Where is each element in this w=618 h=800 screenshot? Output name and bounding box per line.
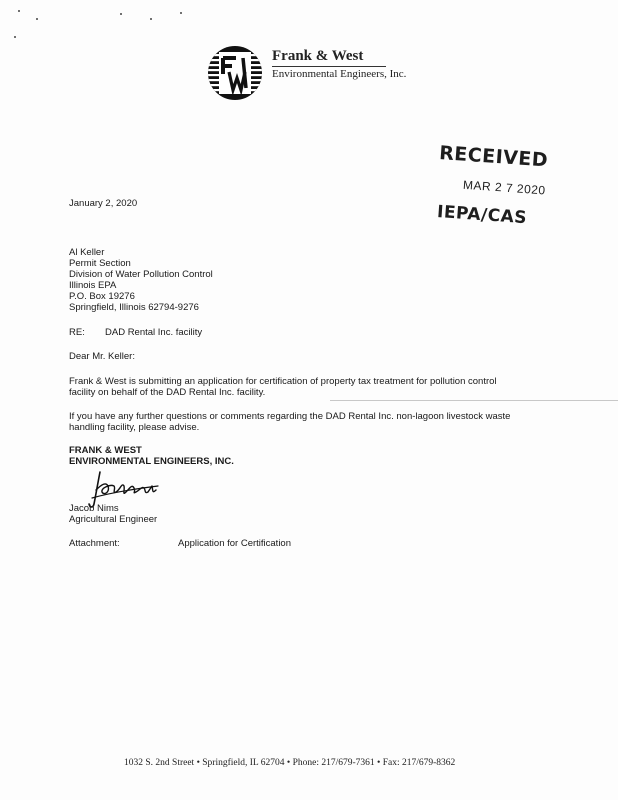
company-name-rule [272,66,386,67]
attachment-value: Application for Certification [178,538,291,549]
closing-company-line-2: ENVIRONMENTAL ENGINEERS, INC. [69,456,234,467]
footer-address: 1032 S. 2nd Street • Springfield, IL 62704 • Phone: 217/679-7361 • Fax: 217/679-8362 [124,758,456,768]
letter-date: January 2, 2020 [69,198,138,209]
recipient-po-box: P.O. Box 19276 [69,291,135,302]
received-stamp [433,142,600,253]
salutation: Dear Mr. Keller: [69,351,135,362]
stamp-received-text: RECEIVED [438,142,549,172]
scan-speck [120,13,122,15]
recipient-name: Al Keller [69,247,105,258]
stamp-agency: IEPA/CAS [436,201,528,229]
company-subtitle: Environmental Engineers, Inc. [272,68,407,80]
scan-artifact-line [330,400,618,401]
signer-name: Jacob Nims [69,503,119,514]
paragraph-2-line-1: If you have any further questions or comments regarding the DAD Rental Inc. non-lagoon livestock waste [69,411,511,422]
re-value: DAD Rental Inc. facility [105,327,203,338]
scan-speck [150,18,152,20]
company-name: Frank & West [272,48,364,64]
scan-speck [36,18,38,20]
letterhead [200,44,460,104]
recipient-section: Permit Section [69,258,131,269]
signer-title: Agricultural Engineer [69,514,158,525]
recipient-city: Springfield, Illinois 62794-9276 [69,302,199,313]
scan-speck [180,12,182,14]
scan-speck [14,36,16,38]
recipient-division: Division of Water Pollution Control [69,269,213,280]
stamp-date: MAR 2 7 2020 [462,177,547,198]
paragraph-1-line-1: Frank & West is submitting an application for certification of property tax treatment for pollution control [69,376,497,387]
re-label: RE: [69,327,85,338]
paragraph-1-line-2: facility on behalf of the DAD Rental Inc. facility. [69,387,266,398]
attachment-label: Attachment: [69,538,120,549]
closing-company-line-1: FRANK & WEST [69,445,142,456]
scan-speck [18,10,20,12]
company-logo-icon [205,44,265,102]
paragraph-2-line-2: handling facility, please advise. [69,422,200,433]
recipient-agency: Illinois EPA [69,280,117,291]
